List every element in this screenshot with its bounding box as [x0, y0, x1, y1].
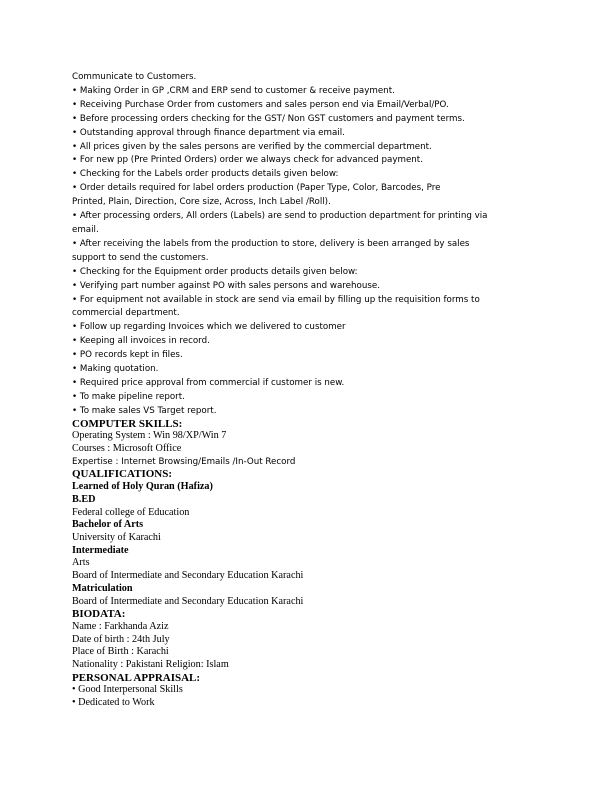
duty-line: • All prices given by the sales persons are verified by the commercial department.	[72, 141, 432, 152]
duty-line: • Verifying part number against PO with sales persons and warehouse.	[72, 280, 380, 291]
duty-line: • After processing orders, All orders (Labels) are send to production department for printing via	[72, 211, 488, 222]
resume-page	[72, 71, 542, 710]
duty-line: • After receiving the labels from the production to store, delivery is been arranged by sales	[72, 238, 470, 249]
qualification-title: Matriculation	[72, 582, 133, 594]
courses-line: Courses : Microsoft Office	[72, 443, 182, 455]
duty-line: Printed, Plain, Direction, Core size, Across, Inch Label /Roll).	[72, 197, 331, 208]
nationality-line: Nationality : Pakistani Religion: Islam	[72, 659, 229, 671]
qualifications-section	[72, 468, 542, 608]
date-of-birth-line: Date of birth : 24th July	[72, 633, 170, 645]
section-heading: QUALIFICATIONS:	[72, 468, 173, 481]
institution-line: Board of Intermediate and Secondary Education Karachi	[72, 570, 304, 582]
section-heading: BIODATA:	[72, 608, 126, 621]
duty-line: • Order details required for label orders production (Paper Type, Color, Barcodes, Pre	[72, 183, 441, 194]
duty-line: • PO records kept in files.	[72, 350, 183, 361]
duty-line: support to send the customers.	[72, 252, 209, 263]
section-heading: PERSONAL APPRAISAL:	[72, 671, 201, 684]
duty-line: • To make pipeline report.	[72, 391, 185, 402]
duty-line: • Outstanding approval through finance department via email.	[72, 127, 345, 138]
appraisal-item: • Dedicated to Work	[72, 697, 155, 709]
duty-line: • Before processing orders checking for the GST/ Non GST customers and payment terms.	[72, 113, 465, 124]
section-heading: COMPUTER SKILLS:	[72, 417, 183, 430]
institution-line: Federal college of Education	[72, 506, 190, 518]
computer-skills-section	[72, 418, 542, 469]
duty-line: • Follow up regarding Invoices which we delivered to customer	[72, 322, 346, 333]
duty-line: • Required price approval from commercial if customer is new.	[72, 377, 345, 388]
duty-line: email.	[72, 224, 99, 235]
duty-line: • Checking for the Labels order products details given below:	[72, 169, 339, 180]
duty-line: • Checking for the Equipment order products details given below:	[72, 266, 358, 277]
personal-appraisal-section	[72, 672, 542, 710]
biodata-section	[72, 608, 542, 672]
qualification-title: Bachelor of Arts	[72, 519, 144, 531]
qualification-title: Learned of Holy Quran (Hafiza)	[72, 481, 213, 493]
duty-line: • Making Order in GP ,CRM and ERP send to customer & receive payment.	[72, 85, 395, 96]
operating-system-line: Operating System : Win 98/XP/Win 7	[72, 430, 227, 442]
field-line: Arts	[72, 557, 90, 569]
appraisal-item: • Good Interpersonal Skills	[72, 684, 183, 696]
expertise-line: Expertise : Internet Browsing/Emails /In-Out Record	[72, 456, 296, 467]
duty-line: • To make sales VS Target report.	[72, 405, 217, 416]
duty-line: • For equipment not available in stock are send via email by filling up the requisition forms to	[72, 294, 480, 305]
duty-line: • Receiving Purchase Order from customers and sales person end via Email/Verbal/PO.	[72, 99, 449, 110]
institution-line: Board of Intermediate and Secondary Education Karachi	[72, 595, 304, 607]
intro-line: Communicate to Customers.	[72, 72, 197, 82]
duty-line: commercial department.	[72, 308, 180, 319]
place-of-birth-line: Place of Birth : Karachi	[72, 646, 169, 658]
work-duties-section	[72, 71, 542, 419]
duty-line: • Making quotation.	[72, 364, 159, 375]
duty-line: • Keeping all invoices in record.	[72, 336, 210, 347]
duty-line: • For new pp (Pre Printed Orders) order we always check for advanced payment.	[72, 155, 423, 166]
institution-line: University of Karachi	[72, 531, 161, 543]
qualification-title: B.ED	[72, 493, 96, 505]
name-line: Name : Farkhanda Aziz	[72, 620, 169, 632]
qualification-title: Intermediate	[72, 544, 129, 556]
